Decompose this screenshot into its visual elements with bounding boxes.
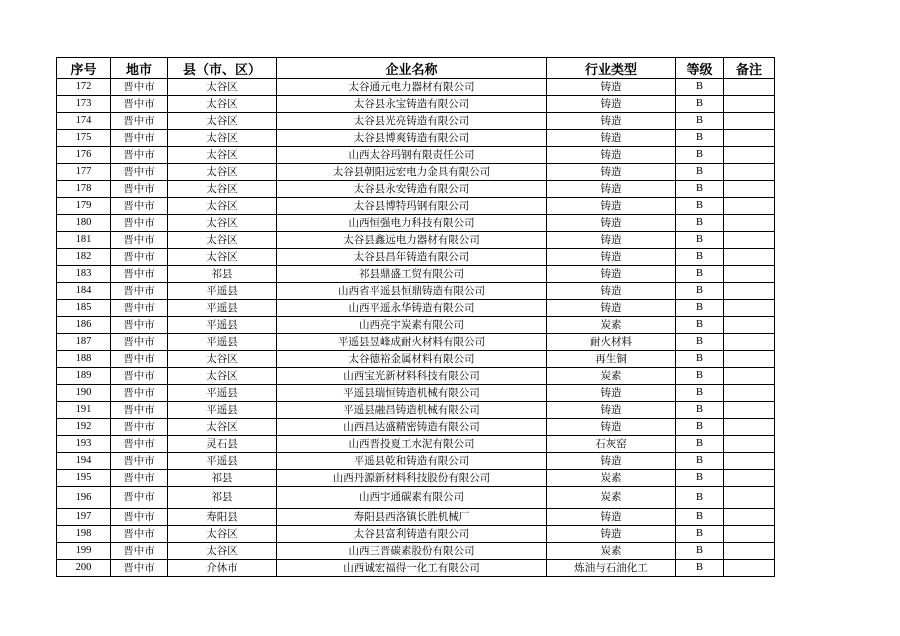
cell-industry: 铸造	[547, 147, 676, 164]
cell-county: 太谷区	[168, 130, 277, 147]
cell-company: 山西诚宏福得一化工有限公司	[277, 560, 547, 577]
cell-grade: B	[676, 543, 724, 560]
cell-remark	[724, 402, 775, 419]
cell-grade: B	[676, 560, 724, 577]
table-row	[57, 509, 775, 526]
cell-grade: B	[676, 526, 724, 543]
table-row	[57, 266, 775, 283]
cell-grade: B	[676, 181, 724, 198]
cell-grade: B	[676, 198, 724, 215]
table-row	[57, 249, 775, 266]
cell-no: 175	[57, 130, 111, 147]
cell-county: 寿阳县	[168, 509, 277, 526]
cell-company: 太谷德裕金属材料有限公司	[277, 351, 547, 368]
cell-industry: 再生铜	[547, 351, 676, 368]
cell-company: 山西三晋碳素股份有限公司	[277, 543, 547, 560]
table-row	[57, 453, 775, 470]
cell-city: 晋中市	[111, 368, 168, 385]
cell-county: 太谷区	[168, 351, 277, 368]
cell-grade: B	[676, 368, 724, 385]
table-row	[57, 385, 775, 402]
cell-company: 寿阳县西洛镇长胜机械厂	[277, 509, 547, 526]
cell-no: 189	[57, 368, 111, 385]
cell-company: 太谷县博特玛钢有限公司	[277, 198, 547, 215]
cell-city: 晋中市	[111, 334, 168, 351]
cell-no: 190	[57, 385, 111, 402]
cell-company: 平遥县乾和铸造有限公司	[277, 453, 547, 470]
table-row	[57, 351, 775, 368]
cell-county: 介休市	[168, 560, 277, 577]
cell-grade: B	[676, 351, 724, 368]
cell-county: 平遥县	[168, 402, 277, 419]
cell-county: 太谷区	[168, 368, 277, 385]
cell-remark	[724, 351, 775, 368]
cell-industry: 炭素	[547, 317, 676, 334]
cell-grade: B	[676, 470, 724, 487]
cell-company: 山西太谷玛钢有限责任公司	[277, 147, 547, 164]
cell-city: 晋中市	[111, 317, 168, 334]
cell-industry: 炭素	[547, 368, 676, 385]
header-no: 序号	[57, 58, 111, 79]
cell-city: 晋中市	[111, 215, 168, 232]
cell-remark	[724, 334, 775, 351]
cell-company: 山西恒强电力科技有限公司	[277, 215, 547, 232]
cell-company: 山西丹源新材料科技股份有限公司	[277, 470, 547, 487]
cell-grade: B	[676, 266, 724, 283]
table-row	[57, 368, 775, 385]
cell-no: 181	[57, 232, 111, 249]
cell-grade: B	[676, 509, 724, 526]
cell-remark	[724, 419, 775, 436]
cell-city: 晋中市	[111, 283, 168, 300]
cell-city: 晋中市	[111, 113, 168, 130]
cell-county: 太谷区	[168, 164, 277, 181]
header-remark: 备注	[724, 58, 775, 79]
cell-remark	[724, 560, 775, 577]
table-row	[57, 543, 775, 560]
cell-city: 晋中市	[111, 453, 168, 470]
cell-grade: B	[676, 79, 724, 96]
cell-grade: B	[676, 453, 724, 470]
header-row	[57, 58, 775, 79]
cell-city: 晋中市	[111, 147, 168, 164]
table-row	[57, 79, 775, 96]
cell-remark	[724, 181, 775, 198]
cell-no: 191	[57, 402, 111, 419]
cell-grade: B	[676, 436, 724, 453]
cell-remark	[724, 470, 775, 487]
cell-city: 晋中市	[111, 181, 168, 198]
cell-remark	[724, 147, 775, 164]
cell-grade: B	[676, 232, 724, 249]
cell-no: 200	[57, 560, 111, 577]
cell-city: 晋中市	[111, 402, 168, 419]
cell-city: 晋中市	[111, 232, 168, 249]
cell-company: 山西昌达盛精密铸造有限公司	[277, 419, 547, 436]
cell-county: 太谷区	[168, 419, 277, 436]
cell-no: 188	[57, 351, 111, 368]
table-row	[57, 526, 775, 543]
cell-remark	[724, 543, 775, 560]
cell-no: 183	[57, 266, 111, 283]
cell-industry: 炭素	[547, 543, 676, 560]
cell-no: 178	[57, 181, 111, 198]
table-row	[57, 470, 775, 487]
enterprise-table	[56, 57, 775, 577]
header-county: 县（市、区）	[168, 58, 277, 79]
cell-city: 晋中市	[111, 96, 168, 113]
cell-company: 平遥县昱峰成耐火材料有限公司	[277, 334, 547, 351]
cell-grade: B	[676, 334, 724, 351]
cell-industry: 铸造	[547, 96, 676, 113]
cell-remark	[724, 79, 775, 96]
cell-remark	[724, 436, 775, 453]
cell-no: 197	[57, 509, 111, 526]
table-row	[57, 419, 775, 436]
table-row	[57, 96, 775, 113]
cell-county: 太谷区	[168, 526, 277, 543]
cell-no: 184	[57, 283, 111, 300]
cell-company: 太谷县鑫远电力器材有限公司	[277, 232, 547, 249]
header-city: 地市	[111, 58, 168, 79]
cell-county: 太谷区	[168, 96, 277, 113]
cell-company: 平遥县瑞恒铸造机械有限公司	[277, 385, 547, 402]
cell-remark	[724, 300, 775, 317]
cell-industry: 铸造	[547, 130, 676, 147]
cell-industry: 铸造	[547, 79, 676, 96]
table-row	[57, 317, 775, 334]
cell-grade: B	[676, 385, 724, 402]
cell-remark	[724, 164, 775, 181]
header-industry: 行业类型	[547, 58, 676, 79]
cell-no: 193	[57, 436, 111, 453]
cell-remark	[724, 487, 775, 509]
cell-no: 196	[57, 487, 111, 509]
cell-county: 平遥县	[168, 300, 277, 317]
table-row	[57, 181, 775, 198]
cell-no: 182	[57, 249, 111, 266]
cell-county: 灵石县	[168, 436, 277, 453]
cell-no: 185	[57, 300, 111, 317]
cell-remark	[724, 215, 775, 232]
cell-no: 187	[57, 334, 111, 351]
cell-county: 太谷区	[168, 198, 277, 215]
cell-industry: 铸造	[547, 526, 676, 543]
cell-city: 晋中市	[111, 266, 168, 283]
table-row	[57, 283, 775, 300]
cell-grade: B	[676, 487, 724, 509]
cell-no: 176	[57, 147, 111, 164]
cell-company: 祁县鼎盛工贸有限公司	[277, 266, 547, 283]
cell-grade: B	[676, 419, 724, 436]
cell-company: 山西宝光新材料科技有限公司	[277, 368, 547, 385]
cell-industry: 炼油与石油化工	[547, 560, 676, 577]
cell-county: 平遥县	[168, 385, 277, 402]
cell-remark	[724, 249, 775, 266]
cell-grade: B	[676, 317, 724, 334]
cell-grade: B	[676, 283, 724, 300]
cell-industry: 铸造	[547, 232, 676, 249]
cell-grade: B	[676, 147, 724, 164]
cell-industry: 铸造	[547, 509, 676, 526]
cell-no: 180	[57, 215, 111, 232]
cell-industry: 铸造	[547, 113, 676, 130]
cell-county: 太谷区	[168, 79, 277, 96]
table-row	[57, 113, 775, 130]
cell-company: 太谷县光亮铸造有限公司	[277, 113, 547, 130]
header-grade: 等级	[676, 58, 724, 79]
cell-city: 晋中市	[111, 509, 168, 526]
table-row	[57, 402, 775, 419]
cell-city: 晋中市	[111, 526, 168, 543]
cell-no: 194	[57, 453, 111, 470]
cell-company: 山西宇通碳素有限公司	[277, 487, 547, 509]
cell-company: 太谷通元电力器材有限公司	[277, 79, 547, 96]
cell-city: 晋中市	[111, 300, 168, 317]
cell-company: 太谷县永宝铸造有限公司	[277, 96, 547, 113]
table-row	[57, 487, 775, 509]
cell-industry: 石灰窑	[547, 436, 676, 453]
cell-remark	[724, 198, 775, 215]
cell-grade: B	[676, 300, 724, 317]
cell-company: 山西平遥永华铸造有限公司	[277, 300, 547, 317]
cell-no: 192	[57, 419, 111, 436]
cell-city: 晋中市	[111, 130, 168, 147]
cell-company: 太谷县昌年铸造有限公司	[277, 249, 547, 266]
cell-county: 平遥县	[168, 453, 277, 470]
cell-industry: 铸造	[547, 249, 676, 266]
cell-county: 太谷区	[168, 113, 277, 130]
cell-no: 177	[57, 164, 111, 181]
table-row	[57, 215, 775, 232]
table-row	[57, 198, 775, 215]
header-company: 企业名称	[277, 58, 547, 79]
cell-industry: 铸造	[547, 198, 676, 215]
cell-remark	[724, 130, 775, 147]
cell-grade: B	[676, 130, 724, 147]
cell-no: 198	[57, 526, 111, 543]
cell-no: 173	[57, 96, 111, 113]
cell-industry: 铸造	[547, 181, 676, 198]
table-body	[57, 79, 775, 577]
cell-remark	[724, 385, 775, 402]
cell-industry: 耐火材料	[547, 334, 676, 351]
cell-grade: B	[676, 402, 724, 419]
cell-grade: B	[676, 164, 724, 181]
cell-county: 祁县	[168, 266, 277, 283]
table-row	[57, 436, 775, 453]
cell-company: 山西亮宇炭素有限公司	[277, 317, 547, 334]
cell-remark	[724, 283, 775, 300]
cell-city: 晋中市	[111, 351, 168, 368]
cell-city: 晋中市	[111, 436, 168, 453]
cell-company: 太谷县朝阳远宏电力金具有限公司	[277, 164, 547, 181]
cell-remark	[724, 266, 775, 283]
cell-remark	[724, 96, 775, 113]
cell-no: 174	[57, 113, 111, 130]
cell-county: 太谷区	[168, 147, 277, 164]
cell-company: 山西省平遥县恒鼎铸造有限公司	[277, 283, 547, 300]
cell-company: 太谷县永安铸造有限公司	[277, 181, 547, 198]
cell-no: 179	[57, 198, 111, 215]
cell-grade: B	[676, 249, 724, 266]
cell-city: 晋中市	[111, 470, 168, 487]
cell-company: 山西晋投夏工水泥有限公司	[277, 436, 547, 453]
table-row	[57, 130, 775, 147]
cell-industry: 铸造	[547, 300, 676, 317]
table-row	[57, 300, 775, 317]
table-row	[57, 232, 775, 249]
table-row	[57, 560, 775, 577]
cell-city: 晋中市	[111, 543, 168, 560]
table-row	[57, 164, 775, 181]
cell-grade: B	[676, 96, 724, 113]
cell-industry: 炭素	[547, 487, 676, 509]
cell-county: 平遥县	[168, 334, 277, 351]
cell-city: 晋中市	[111, 249, 168, 266]
cell-company: 太谷县博爽铸造有限公司	[277, 130, 547, 147]
cell-county: 太谷区	[168, 215, 277, 232]
cell-city: 晋中市	[111, 560, 168, 577]
cell-city: 晋中市	[111, 419, 168, 436]
cell-remark	[724, 232, 775, 249]
cell-county: 平遥县	[168, 283, 277, 300]
cell-county: 祁县	[168, 470, 277, 487]
cell-city: 晋中市	[111, 385, 168, 402]
cell-industry: 铸造	[547, 283, 676, 300]
cell-county: 平遥县	[168, 317, 277, 334]
cell-county: 太谷区	[168, 249, 277, 266]
cell-county: 太谷区	[168, 543, 277, 560]
cell-county: 太谷区	[168, 232, 277, 249]
cell-no: 172	[57, 79, 111, 96]
cell-no: 199	[57, 543, 111, 560]
cell-grade: B	[676, 113, 724, 130]
cell-industry: 铸造	[547, 402, 676, 419]
cell-grade: B	[676, 215, 724, 232]
cell-no: 195	[57, 470, 111, 487]
cell-city: 晋中市	[111, 198, 168, 215]
cell-city: 晋中市	[111, 164, 168, 181]
cell-company: 太谷县富利铸造有限公司	[277, 526, 547, 543]
cell-remark	[724, 317, 775, 334]
cell-remark	[724, 509, 775, 526]
cell-remark	[724, 453, 775, 470]
cell-industry: 铸造	[547, 453, 676, 470]
cell-industry: 铸造	[547, 164, 676, 181]
cell-industry: 铸造	[547, 215, 676, 232]
cell-industry: 铸造	[547, 385, 676, 402]
cell-industry: 炭素	[547, 470, 676, 487]
cell-no: 186	[57, 317, 111, 334]
cell-city: 晋中市	[111, 79, 168, 96]
cell-remark	[724, 526, 775, 543]
table-row	[57, 147, 775, 164]
cell-city: 晋中市	[111, 487, 168, 509]
cell-county: 祁县	[168, 487, 277, 509]
cell-industry: 铸造	[547, 266, 676, 283]
cell-company: 平遥县融昌铸造机械有限公司	[277, 402, 547, 419]
cell-county: 太谷区	[168, 181, 277, 198]
cell-remark	[724, 113, 775, 130]
cell-industry: 铸造	[547, 419, 676, 436]
cell-remark	[724, 368, 775, 385]
table-row	[57, 334, 775, 351]
